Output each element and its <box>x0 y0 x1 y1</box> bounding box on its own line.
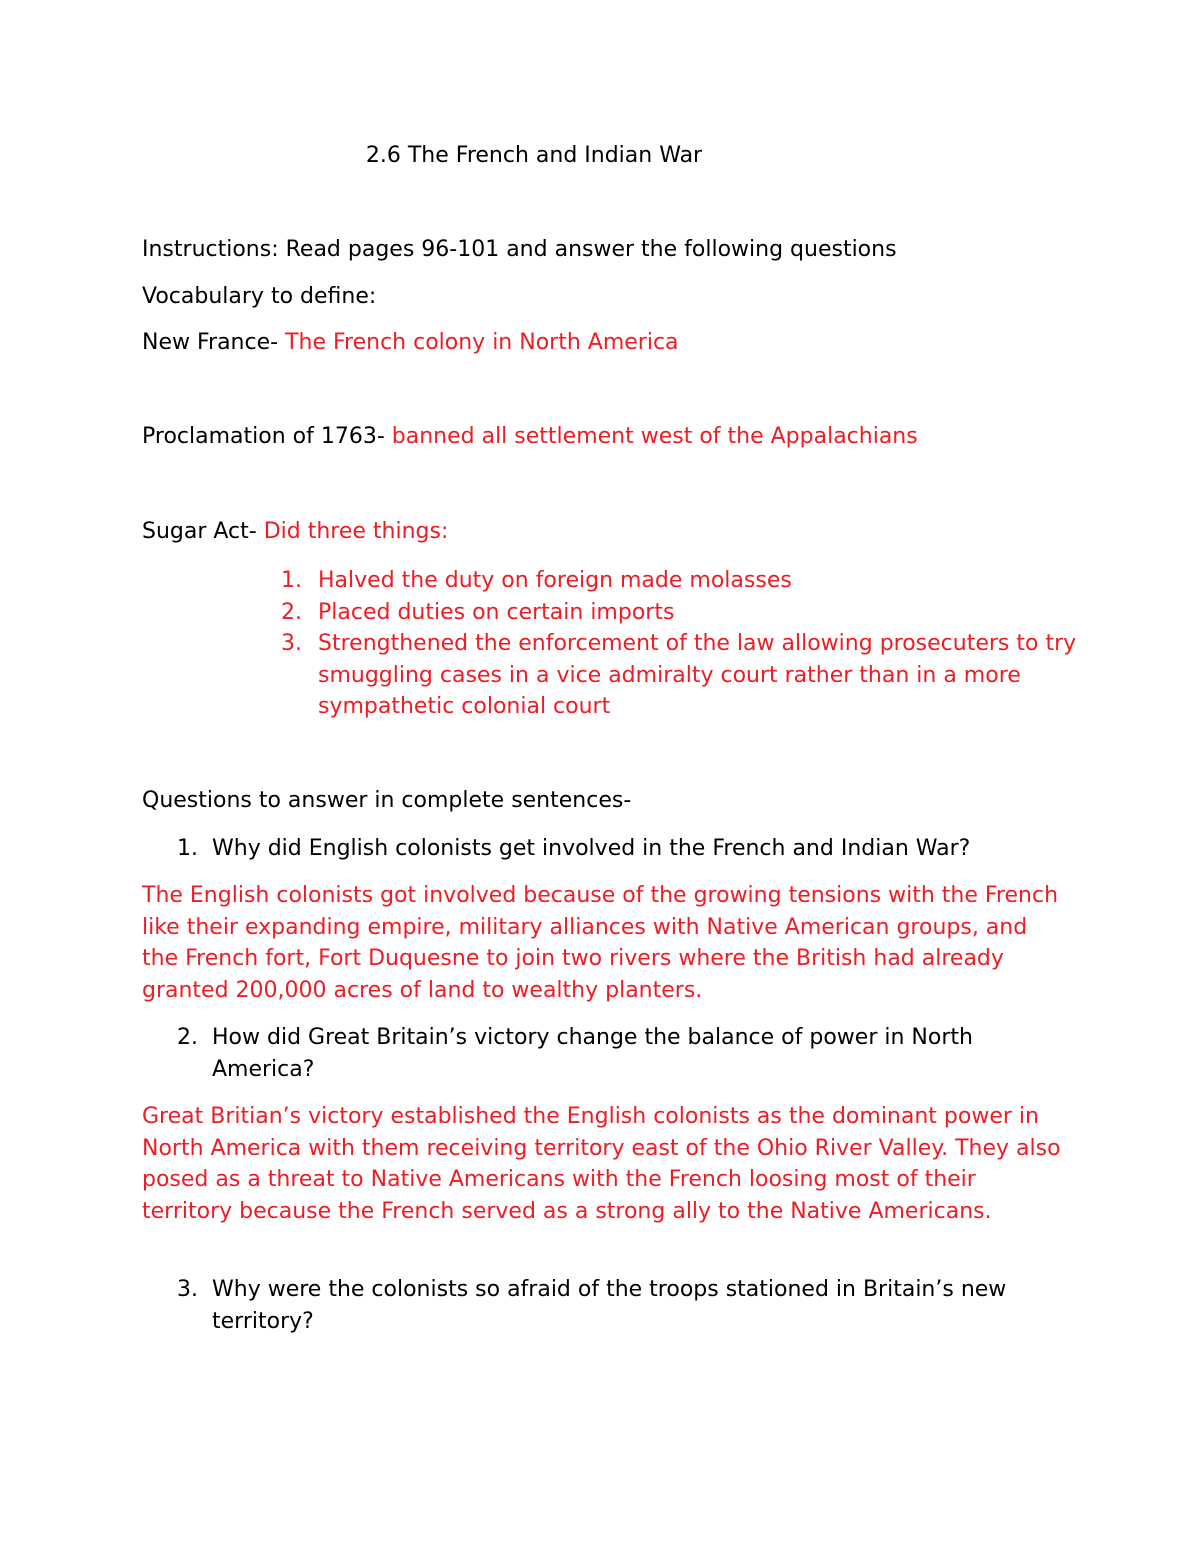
questions-heading: Questions to answer in complete sentences- <box>142 788 632 813</box>
instructions-line: Instructions: Read pages 96-101 and answer the following questions <box>142 237 897 262</box>
question-text: Why did English colonists get involved in the French and Indian War? <box>212 836 971 861</box>
list-item <box>177 833 1062 865</box>
vocab-entry-proclamation <box>142 421 918 453</box>
question-number: 3. <box>177 1277 198 1302</box>
list-item <box>177 1274 1062 1337</box>
vocab-term: Sugar Act- <box>142 519 264 544</box>
vocab-entry-new-france <box>142 327 679 359</box>
vocab-definition: Did three things: <box>263 519 449 544</box>
sugar-act-list <box>281 565 1078 723</box>
list-text: Placed duties on certain imports <box>318 599 675 625</box>
list-number: 1. <box>281 568 302 593</box>
vocab-definition: The French colony in North America <box>285 330 679 355</box>
question-text: Why were the colonists so afraid of the troops stationed in Britain’s new territory? <box>212 1277 1007 1334</box>
question-1 <box>177 833 1062 865</box>
list-item <box>281 597 1078 629</box>
question-3 <box>177 1274 1062 1337</box>
vocab-term: New France- <box>142 330 286 355</box>
vocabulary-heading: Vocabulary to define: <box>142 284 377 309</box>
question-number: 2. <box>177 1025 198 1050</box>
list-number: 2. <box>281 599 302 625</box>
vocab-term: Proclamation of 1763- <box>142 424 392 449</box>
vocab-entry-sugar-act <box>142 516 448 548</box>
list-text: Halved the duty on foreign made molasses <box>318 568 792 593</box>
list-number: 3. <box>281 631 302 656</box>
answer-1: The English colonists got involved because of the growing tensions with the French like their expanding empire, military alliances with Native American groups, and the French fort, Fort Duquesne to join two rivers where the British had already granted 200,000 acres of land to wealthy planters. <box>142 883 1059 1003</box>
question-text: How did Great Britain’s victory change the balance of power in North America? <box>212 1025 973 1082</box>
list-text: Strengthened the enforcement of the law allowing prosecuters to try smuggling cases in a vice admiralty court rather than in a more sympathetic colonial court <box>318 631 1077 719</box>
vocab-definition: banned all settlement west of the Appalachians <box>391 424 918 449</box>
list-item <box>281 565 1078 597</box>
answer-2: Great Britian’s victory established the English colonists as the dominant power in North America with them receiving territory east of the Ohio River Valley. They also posed as a threat to Native Americans with the French loosing most of their territory because the French served as a strong ally to the Native Americans. <box>142 1104 1061 1224</box>
list-item <box>177 1022 1062 1085</box>
list-item <box>281 628 1078 723</box>
question-2 <box>177 1022 1062 1085</box>
document-title: 2.6 The French and Indian War <box>365 143 703 168</box>
question-number: 1. <box>177 836 198 861</box>
